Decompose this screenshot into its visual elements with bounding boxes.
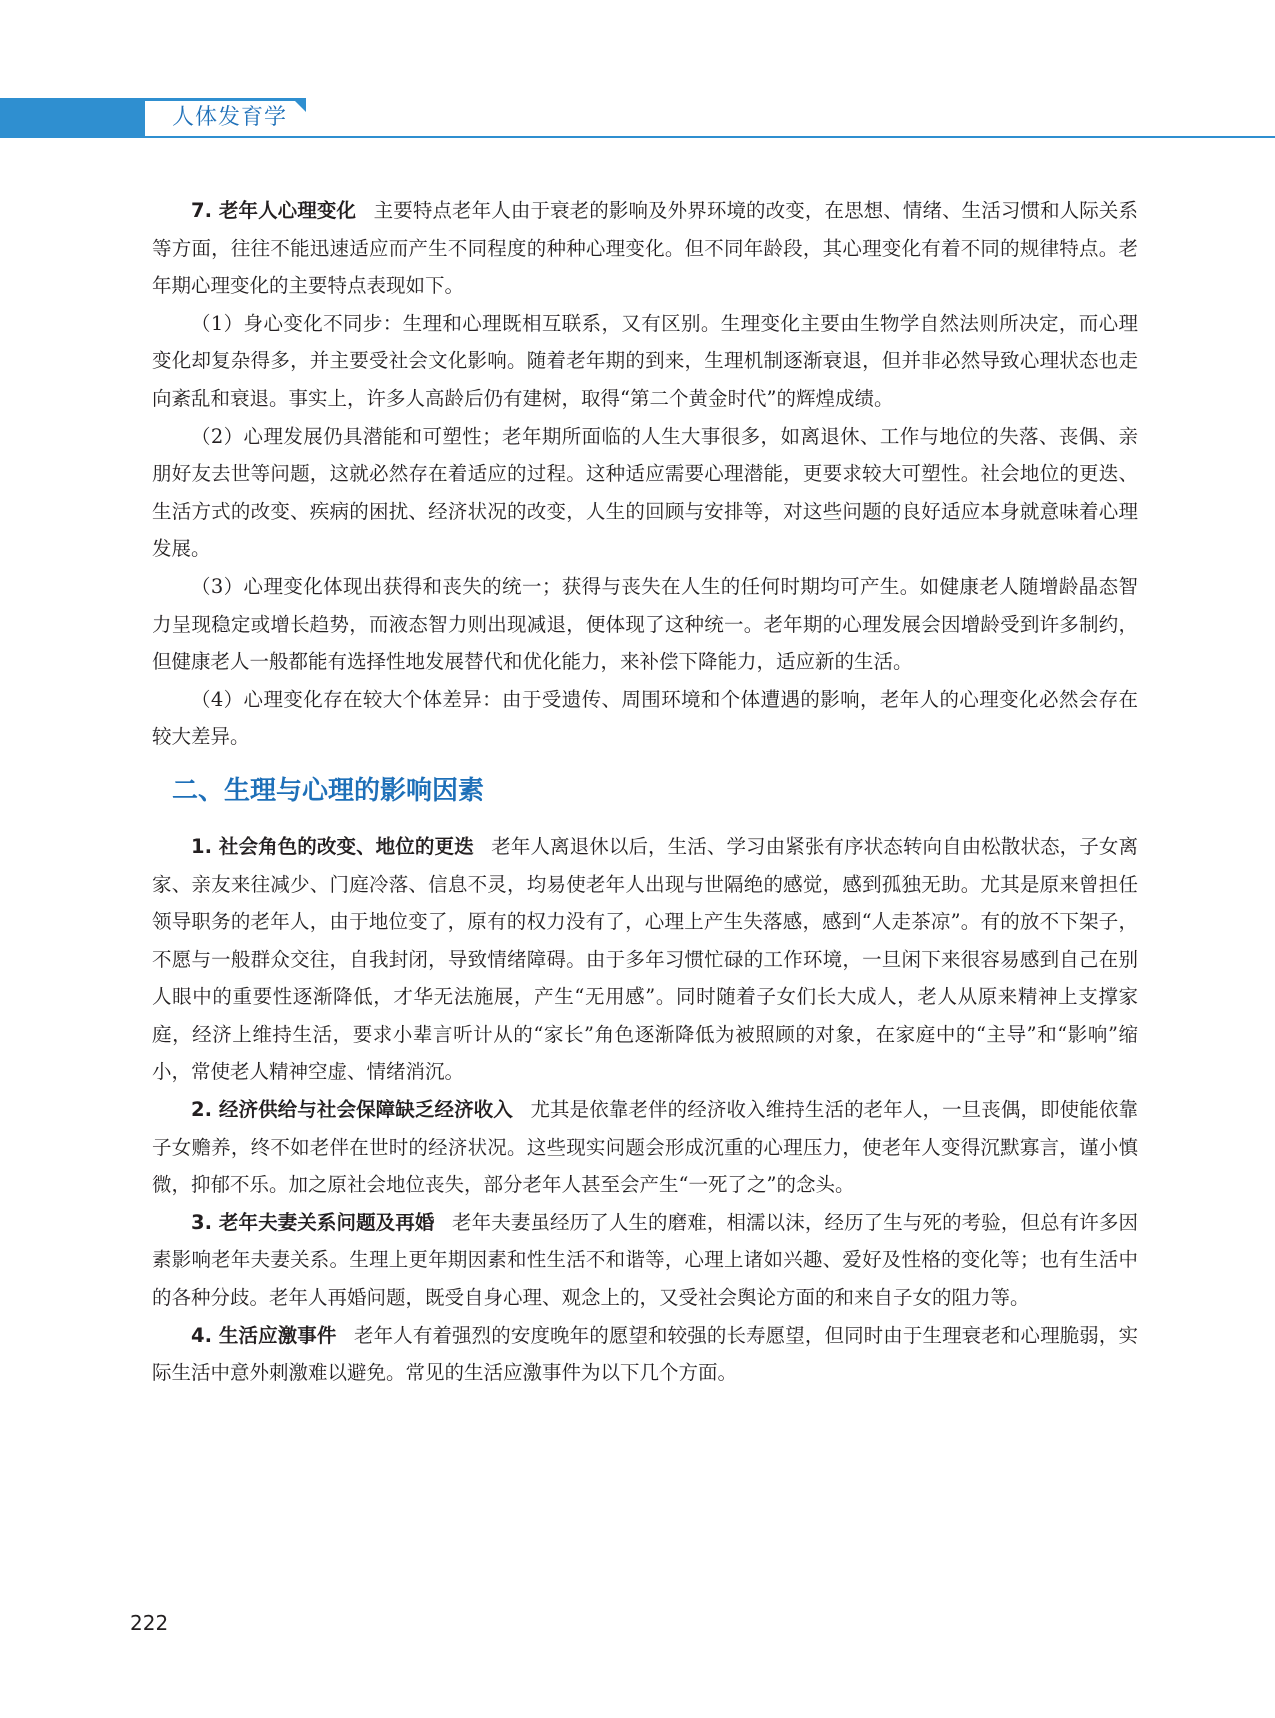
paragraph-text: 尤其是依靠老伴的经济收入维持生活的老年人，一旦丧偶，即使能依靠子女赡养，终不如老伴在世时的经济状况。这些现实问题会形成沉重的心理压力，使老年人变得沉默寡言，谨小慎微，抑郁不乐。加之原社会地位丧失，部分老年人甚至会产生“一死了之”的念头。 <box>152 1098 1138 1197</box>
section-heading: 二、生理与心理的影响因素 <box>172 775 485 806</box>
paragraph-factor-2 <box>152 1091 1138 1204</box>
header-corner-accent <box>292 98 306 112</box>
page-body <box>152 192 1138 1392</box>
header-rule <box>145 136 1275 138</box>
header-band <box>0 98 145 138</box>
paragraph-older-psych-change <box>152 192 1138 305</box>
paragraph-item-2: （2）心理发展仍具潜能和可塑性；老年期所面临的人生大事很多，如离退休、工作与地位的失落、丧偶、亲朋好友去世等问题，这就必然存在着适应的过程。这种适应需要心理潜能，更要求较大可塑性。社会地位的更迭、生活方式的改变、疾病的困扰、经济状况的改变，人生的回顾与安排等，对这些问题的良好适应本身就意味着心理发展。 <box>152 424 1138 561</box>
page-number: 222 <box>130 1611 169 1635</box>
paragraph-text: 老年人有着强烈的安度晚年的愿望和较强的长寿愿望，但同时由于生理衰老和心理脆弱，实际生活中意外刺激难以避免。常见的生活应激事件为以下几个方面。 <box>152 1323 1138 1385</box>
running-header-title: 人体发育学 <box>172 105 288 130</box>
paragraph-item-4: （4）心理变化存在较大个体差异：由于受遗传、周围环境和个体遭遇的影响，老年人的心理变化必然会存在较大差异。 <box>152 687 1138 749</box>
paragraph-text: 老年人离退休以后，生活、学习由紧张有序状态转向自由松散状态，子女离家、亲友来往减少、门庭冷落、信息不灵，均易使老年人出现与世隔绝的感觉，感到孤独无助。尤其是原来曾担任领导职务的老年人，由于地位变了，原有的权力没有了，心理上产生失落感，感到“人走茶凉”。有的放不下架子，不愿与一般群众交往，自我封闭，导致情绪障碍。由于多年习惯忙碌的工作环境，一旦闲下来很容易感到自己在别人眼中的重要性逐渐降低，才华无法施展，产生“无用感”。同时随着子女们长大成人，老人从原来精神上支撑家庭，经济上维持生活，要求小辈言听计从的“家长”角色逐渐降低为被照顾的对象，在家庭中的“主导”和“影响”缩小，常使老人精神空虚、情绪消沉。 <box>152 834 1138 1084</box>
paragraph-factor-1 <box>152 828 1138 1091</box>
paragraph-lead: 4. 生活应激事件 <box>191 1323 337 1347</box>
paragraph-factor-3 <box>152 1204 1138 1317</box>
paragraph-lead: 2. 经济供给与社会保障缺乏经济收入 <box>191 1098 513 1122</box>
paragraph-lead: 1. 社会角色的改变、地位的更迭 <box>191 834 474 858</box>
paragraph-factor-4 <box>152 1317 1138 1392</box>
paragraph-item-3: （3）心理变化体现出获得和丧失的统一；获得与丧失在人生的任何时期均可产生。如健康老人随增龄晶态智力呈现稳定或增长趋势，而液态智力则出现减退，便体现了这种统一。老年期的心理发展会因增龄受到许多制约，但健康老人一般都能有选择性地发展替代和优化能力，来补偿下降能力，适应新的生活。 <box>152 574 1138 674</box>
paragraph-lead: 7. 老年人心理变化 <box>191 199 357 222</box>
paragraph-lead: 3. 老年夫妻关系问题及再婚 <box>191 1210 435 1234</box>
paragraph-text: 老年夫妻虽经历了人生的磨难，相濡以沫，经历了生与死的考验，但总有许多因素影响老年夫妻关系。生理上更年期因素和性生活不和谐等，心理上诸如兴趣、爱好及性格的变化等；也有生活中的各种分歧。老年人再婚问题，既受自身心理、观念上的，又受社会舆论方面的和来自子女的阻力等。 <box>152 1210 1138 1310</box>
paragraph-item-1: （1）身心变化不同步：生理和心理既相互联系，又有区别。生理变化主要由生物学自然法则所决定，而心理变化却复杂得多，并主要受社会文化影响。随着老年期的到来，生理机制逐渐衰退，但并非必然导致心理状态也走向紊乱和衰退。事实上，许多人高龄后仍有建树，取得“第二个黄金时代”的辉煌成绩。 <box>152 311 1138 410</box>
paragraph-text: 主要特点老年人由于衰老的影响及外界环境的改变，在思想、情绪、生活习惯和人际关系等方面，往往不能迅速适应而产生不同程度的种种心理变化。但不同年龄段，其心理变化有着不同的规律特点。老年期心理变化的主要特点表现如下。 <box>152 199 1138 298</box>
